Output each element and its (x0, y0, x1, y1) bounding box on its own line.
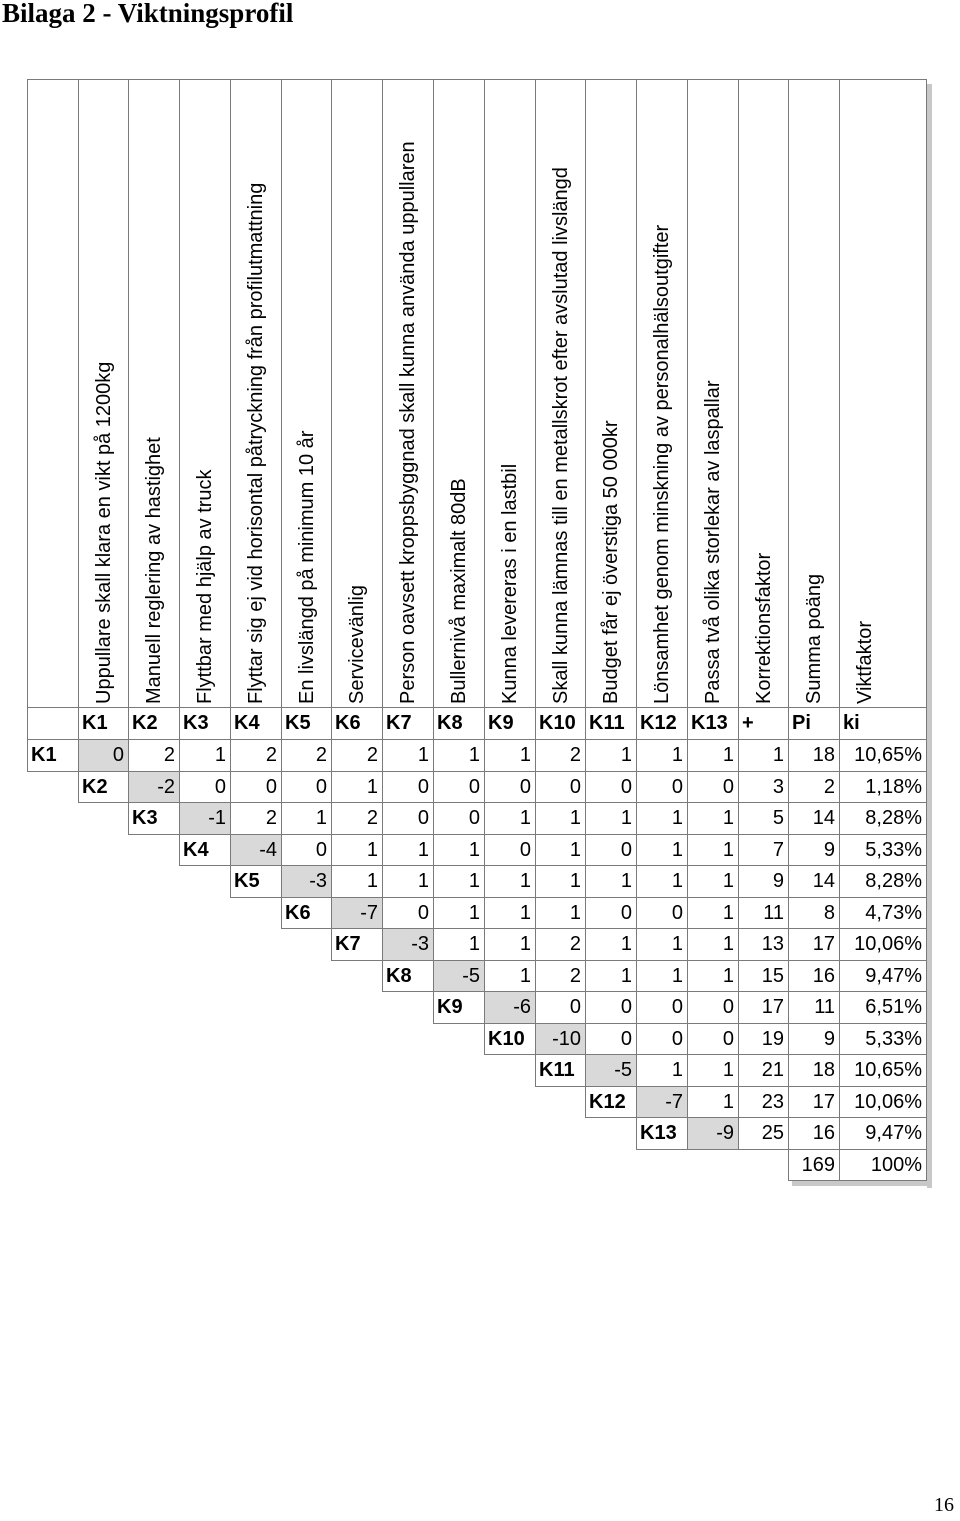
value-cell: 15 (738, 960, 789, 992)
value-cell: 7 (738, 834, 789, 866)
value-cell: 10,65% (839, 1054, 927, 1087)
row-label-cell: K9 (433, 991, 485, 1024)
value-cell: 1 (433, 834, 485, 866)
value-cell: 1 (535, 897, 586, 929)
column-header-cell (535, 79, 586, 708)
row-label-cell: K13 (636, 1117, 688, 1150)
value-cell: 1 (636, 865, 688, 898)
column-header-cell (687, 79, 739, 708)
value-cell: 0 (433, 802, 485, 835)
value-cell: 9 (738, 865, 789, 898)
value-cell: 5 (738, 802, 789, 835)
column-header-label: Person oavsett kroppsbyggnad skall kunna använda uppullaren (397, 141, 419, 704)
value-cell: 11 (738, 897, 789, 929)
diagonal-cell: -5 (433, 960, 485, 992)
value-cell: 0 (636, 897, 688, 929)
value-cell: 1 (484, 960, 536, 992)
value-cell: 14 (788, 865, 840, 898)
column-code-cell: K7 (382, 707, 434, 740)
row-label-cell: K4 (179, 834, 231, 866)
value-cell: 3 (738, 771, 789, 803)
value-cell: 0 (230, 771, 282, 803)
value-cell: 16 (788, 960, 840, 992)
column-code-cell: K6 (331, 707, 383, 740)
value-cell: 0 (585, 1023, 637, 1055)
value-cell: 2 (535, 928, 586, 961)
value-cell: 0 (382, 771, 434, 803)
column-header-label: Kunna levereras i en lastbil (499, 463, 521, 704)
value-cell: 1 (636, 834, 688, 866)
value-cell: 17 (738, 991, 789, 1024)
value-cell: 0 (382, 802, 434, 835)
column-header-label: Manuell reglering av hastighet (143, 437, 165, 704)
diagonal-cell: -9 (687, 1117, 739, 1150)
column-header-cell (331, 79, 383, 708)
column-code-cell: K3 (179, 707, 231, 740)
row-label-cell: K1 (27, 739, 79, 772)
column-code-cell: K12 (636, 707, 688, 740)
page-number: 16 (934, 1494, 954, 1516)
value-cell: 0 (535, 771, 586, 803)
value-cell: 8 (788, 897, 840, 929)
value-cell: 1,18% (839, 771, 927, 803)
value-cell: 1 (687, 739, 739, 772)
column-code-cell: K8 (433, 707, 485, 740)
diagonal-cell: -6 (484, 991, 536, 1024)
value-cell: 6,51% (839, 991, 927, 1024)
code-row-blank (27, 707, 79, 740)
value-cell: 1 (484, 928, 536, 961)
value-cell: 1 (433, 739, 485, 772)
row-label-cell: K11 (535, 1054, 586, 1087)
value-cell: 17 (788, 928, 840, 961)
value-cell: 18 (788, 739, 840, 772)
column-code-cell: K10 (535, 707, 586, 740)
value-cell: 2 (128, 739, 180, 772)
value-cell: 1 (281, 802, 332, 835)
column-header-label: Flyttbar med hjälp av truck (194, 469, 216, 704)
value-cell: 1 (636, 802, 688, 835)
row-label-cell: K12 (585, 1086, 637, 1118)
row-label-cell: K10 (484, 1023, 536, 1055)
value-cell: 1 (585, 928, 637, 961)
value-cell: 1 (636, 960, 688, 992)
value-cell: 10,06% (839, 1086, 927, 1118)
value-cell: 1 (636, 1054, 688, 1087)
value-cell: 1 (687, 897, 739, 929)
column-code-cell: K13 (687, 707, 739, 740)
diagonal-cell: -3 (382, 928, 434, 961)
column-code-cell: K1 (78, 707, 129, 740)
value-cell: 2 (281, 739, 332, 772)
value-cell: 1 (687, 1054, 739, 1087)
value-cell: 9 (788, 1023, 840, 1055)
value-cell: 11 (788, 991, 840, 1024)
value-cell: 1 (382, 865, 434, 898)
value-cell: 0 (179, 771, 231, 803)
value-cell: 1 (331, 834, 383, 866)
value-cell: 8,28% (839, 865, 927, 898)
value-cell: 0 (281, 834, 332, 866)
value-cell: 1 (687, 960, 739, 992)
value-cell: 9,47% (839, 1117, 927, 1150)
diagonal-cell: -10 (535, 1023, 586, 1055)
value-cell: 1 (433, 865, 485, 898)
value-cell: 1 (687, 834, 739, 866)
value-cell: 1 (535, 834, 586, 866)
value-cell: 1 (687, 1086, 739, 1118)
column-header-label: Lönsamhet genom minskning av personalhälsoutgifter (651, 224, 673, 704)
value-cell: 5,33% (839, 1023, 927, 1055)
value-cell: 2 (331, 802, 383, 835)
value-cell: 0 (636, 991, 688, 1024)
value-cell: 0 (585, 991, 637, 1024)
column-code-cell: Pi (788, 707, 840, 740)
value-cell: 1 (687, 928, 739, 961)
value-cell: 1 (636, 928, 688, 961)
column-code-cell: K9 (484, 707, 536, 740)
value-cell: 10,06% (839, 928, 927, 961)
column-header-cell (839, 79, 927, 708)
value-cell: 1 (484, 897, 536, 929)
column-header-label: Passa två olika storlekar av laspallar (702, 380, 724, 704)
diagonal-cell: -7 (331, 897, 383, 929)
value-cell: 9 (788, 834, 840, 866)
column-header-label: Flyttar sig ej vid horisontal påtryckning från profilutmattning (245, 182, 267, 704)
value-cell: 1 (585, 739, 637, 772)
value-cell: 14 (788, 802, 840, 835)
value-cell: 1 (585, 865, 637, 898)
value-cell: 18 (788, 1054, 840, 1087)
value-cell: 2 (535, 739, 586, 772)
column-code-cell: K5 (281, 707, 332, 740)
column-header-label: Servicevänlig (346, 585, 368, 704)
value-cell: 23 (738, 1086, 789, 1118)
row-label-cell: K2 (78, 771, 129, 803)
column-header-label: Budget får ej överstiga 50 000kr (600, 420, 622, 704)
value-cell: 9,47% (839, 960, 927, 992)
value-cell: 0 (484, 834, 536, 866)
value-cell: 1 (484, 739, 536, 772)
total-percent-cell: 100% (839, 1149, 927, 1181)
value-cell: 19 (738, 1023, 789, 1055)
page-title: Bilaga 2 - Viktningsprofil (2, 0, 294, 28)
value-cell: 0 (687, 991, 739, 1024)
column-header-cell (433, 79, 485, 708)
column-code-cell: K2 (128, 707, 180, 740)
value-cell: 8,28% (839, 802, 927, 835)
total-points-cell: 169 (788, 1149, 840, 1181)
diagonal-cell: -5 (585, 1054, 637, 1087)
value-cell: 5,33% (839, 834, 927, 866)
column-header-cell (585, 79, 637, 708)
value-cell: 1 (433, 897, 485, 929)
column-header-label: Summa poäng (803, 573, 825, 704)
value-cell: 0 (636, 771, 688, 803)
value-cell: 1 (585, 802, 637, 835)
column-header-cell (78, 79, 129, 708)
column-header-label: Korrektionsfaktor (753, 552, 775, 704)
value-cell: 1 (687, 865, 739, 898)
value-cell: 0 (585, 834, 637, 866)
value-cell: 1 (331, 865, 383, 898)
column-header-label: Uppullare skall klara en vikt på 1200kg (93, 361, 115, 704)
diagonal-cell: -1 (179, 802, 231, 835)
value-cell: 1 (585, 960, 637, 992)
value-cell: 1 (687, 802, 739, 835)
value-cell: 2 (230, 739, 282, 772)
column-header-cell (382, 79, 434, 708)
value-cell: 0 (636, 1023, 688, 1055)
value-cell: 4,73% (839, 897, 927, 929)
value-cell: 2 (230, 802, 282, 835)
value-cell: 2 (535, 960, 586, 992)
value-cell: 2 (331, 739, 383, 772)
column-header-cell (484, 79, 536, 708)
value-cell: 25 (738, 1117, 789, 1150)
value-cell: 1 (738, 739, 789, 772)
column-header-cell (281, 79, 332, 708)
value-cell: 1 (331, 771, 383, 803)
diagonal-cell: -7 (636, 1086, 688, 1118)
value-cell: 0 (535, 991, 586, 1024)
diagonal-cell: -2 (128, 771, 180, 803)
column-header-label: En livslängd på minimum 10 år (296, 430, 318, 704)
value-cell: 10,65% (839, 739, 927, 772)
value-cell: 1 (382, 739, 434, 772)
value-cell: 0 (484, 771, 536, 803)
column-code-cell: + (738, 707, 789, 740)
column-header-cell (788, 79, 840, 708)
column-header-label: Skall kunna lämnas till en metallskrot efter avslutad livslängd (550, 167, 572, 704)
value-cell: 0 (433, 771, 485, 803)
row-label-cell: K3 (128, 802, 180, 835)
value-cell: 21 (738, 1054, 789, 1087)
column-header-cell (230, 79, 282, 708)
value-cell: 1 (636, 739, 688, 772)
value-cell: 1 (535, 802, 586, 835)
value-cell: 1 (433, 928, 485, 961)
value-cell: 0 (687, 771, 739, 803)
value-cell: 0 (687, 1023, 739, 1055)
value-cell: 1 (535, 865, 586, 898)
column-code-cell: K4 (230, 707, 282, 740)
value-cell: 1 (382, 834, 434, 866)
column-header-cell (128, 79, 180, 708)
value-cell: 1 (179, 739, 231, 772)
column-code-cell: K11 (585, 707, 637, 740)
value-cell: 17 (788, 1086, 840, 1118)
value-cell: 0 (585, 771, 637, 803)
value-cell: 0 (281, 771, 332, 803)
value-cell: 0 (585, 897, 637, 929)
diagonal-cell: -3 (281, 865, 332, 898)
value-cell: 2 (788, 771, 840, 803)
row-label-cell: K5 (230, 865, 282, 898)
value-cell: 1 (484, 802, 536, 835)
value-cell: 16 (788, 1117, 840, 1150)
diagonal-cell: 0 (78, 739, 129, 772)
row-label-cell: K7 (331, 928, 383, 961)
column-header-label: Bullernivå maximalt 80dB (448, 478, 470, 704)
column-header-label: Viktfaktor (854, 621, 876, 704)
column-header-cell (738, 79, 789, 708)
value-cell: 13 (738, 928, 789, 961)
column-header-cell (179, 79, 231, 708)
diagonal-cell: -4 (230, 834, 282, 866)
column-header-cell (636, 79, 688, 708)
row-label-cell: K8 (382, 960, 434, 992)
header-corner-cell (27, 79, 79, 708)
value-cell: 1 (484, 865, 536, 898)
value-cell: 0 (382, 897, 434, 929)
row-label-cell: K6 (281, 897, 332, 929)
column-code-cell: ki (839, 707, 927, 740)
